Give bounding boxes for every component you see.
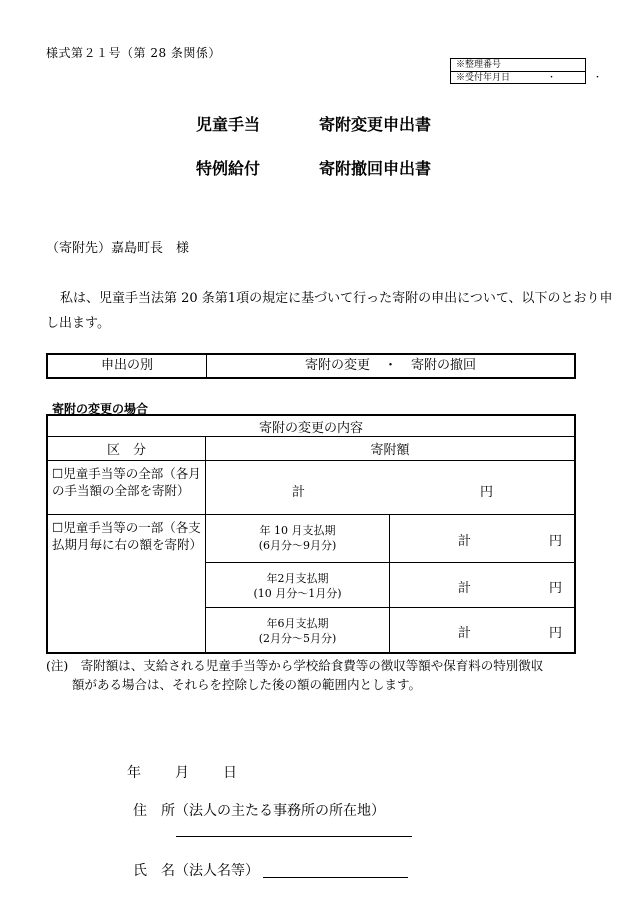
- declaration-line-1: 私は、児童手当法第 20 条第1項の規定に基づいて行った寄附の申出について、以下のとおり申: [60, 291, 613, 306]
- title-special-benefit: 特例給付: [196, 159, 261, 178]
- yen-label: 円: [549, 626, 563, 641]
- form-number: 様式第２１号（第 28 条関係）: [46, 46, 221, 60]
- note: [46, 656, 596, 694]
- period-february-range: (10 月分～1月分): [253, 587, 342, 600]
- address-label: 住 所（法人の主たる事務所の所在地）: [133, 803, 385, 819]
- request-kind-label: 申出の別: [48, 355, 207, 377]
- change-detail-table: [46, 414, 576, 654]
- yen-label: 円: [480, 485, 494, 500]
- option-change[interactable]: 寄附の変更: [304, 358, 370, 373]
- period-february: [206, 563, 390, 608]
- period-june: [206, 608, 390, 652]
- title-change-request: 寄附変更申出書: [319, 115, 432, 134]
- period-june-amount[interactable]: [390, 608, 574, 652]
- yen-label: 円: [549, 581, 563, 596]
- detail-header: 寄附の変更の内容: [48, 416, 574, 437]
- option-withdraw[interactable]: 寄附の撤回: [411, 358, 477, 373]
- row-part-label[interactable]: ☐児童手当等の一部（各支払期月毎に右の額を寄附）: [48, 515, 206, 652]
- date-month: 月: [175, 765, 189, 781]
- declaration: [46, 286, 613, 336]
- note-line-2: 額がある場合は、それらを控除した後の額の範囲内とします。: [72, 677, 422, 692]
- column-amount: 寄附額: [206, 437, 574, 461]
- name-label: 氏 名（法人名等）: [133, 863, 259, 879]
- total-label: 計: [292, 485, 306, 500]
- request-kind-table: [46, 353, 576, 379]
- title-withdraw-request: 寄附撤回申出書: [319, 159, 432, 178]
- declaration-line-2: し出ます。: [46, 316, 110, 331]
- total-label: 計: [458, 534, 472, 549]
- period-october-range: (6月分～9月分): [258, 539, 337, 552]
- reference-number-row: [451, 59, 585, 71]
- date-day: 日: [223, 765, 237, 781]
- addressee: （寄附先）嘉島町長 様: [46, 241, 190, 256]
- date-year: 年: [127, 765, 141, 781]
- period-october: [206, 515, 390, 563]
- reference-number-label: ※整理番号: [456, 60, 502, 70]
- yen-label: 円: [549, 534, 563, 549]
- received-date-row: [451, 71, 617, 84]
- name-field[interactable]: [263, 877, 408, 878]
- row-all-amount[interactable]: [206, 461, 574, 515]
- total-label: 計: [458, 581, 472, 596]
- period-june-range: (2月分～5月分): [258, 632, 337, 645]
- address-field[interactable]: [176, 836, 412, 837]
- title-child-allowance: 児童手当: [196, 115, 261, 134]
- date-line[interactable]: [127, 762, 271, 782]
- section-label: 寄附の変更の場合: [52, 402, 149, 416]
- period-february-amount[interactable]: [390, 563, 574, 608]
- column-category: 区 分: [48, 437, 206, 461]
- period-october-amount[interactable]: [390, 515, 574, 563]
- period-february-month: 年2月支払期: [266, 572, 329, 585]
- total-label: 計: [458, 626, 472, 641]
- period-october-month: 年 10 月支払期: [259, 524, 336, 537]
- received-date-dots: ・ ・: [547, 73, 617, 83]
- office-use-box: [450, 58, 617, 84]
- period-june-month: 年6月支払期: [266, 617, 329, 630]
- row-all-label[interactable]: ☐児童手当等の全部（各月の手当額の全部を寄附）: [48, 461, 206, 515]
- request-kind-options: [207, 355, 574, 377]
- received-date-label: ※受付年月日: [456, 73, 511, 83]
- note-line-1: (注) 寄附額は、支給される児童手当等から学校給食費等の徴収等額や保育料の特別徴収: [46, 658, 544, 673]
- option-separator: ・: [383, 358, 397, 373]
